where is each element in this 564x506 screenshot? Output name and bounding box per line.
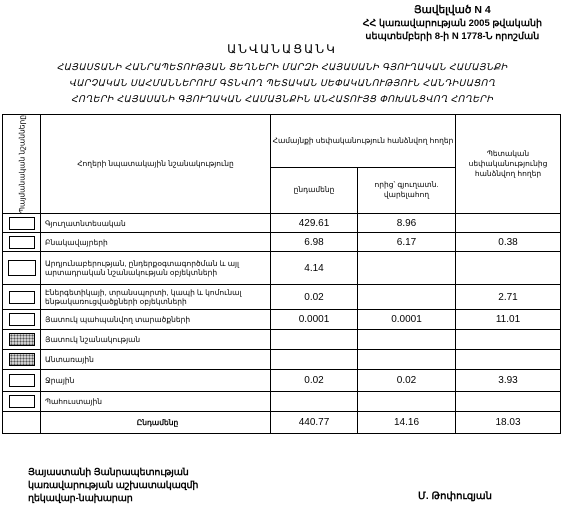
land-table — [2, 114, 561, 434]
including-header: որից՝ գյուղատն. վարելահող — [358, 167, 456, 213]
community-area-header: Համայնքի սեփականություն հանձնվող հողեր — [271, 115, 456, 168]
table-row — [3, 310, 561, 330]
total-value — [271, 392, 358, 412]
legend-swatch — [9, 353, 35, 366]
state-value — [456, 392, 561, 412]
totals-including: 14.16 — [358, 412, 456, 434]
table-row — [3, 285, 561, 310]
subtitle-line: ՀՈՂԵՐԻ ՀԱՅԱՍԱՆԻ ԳՅՈՒՂԱԿԱՆ ՀԱՄԱՅՆՔԻՆ ԱՆՀԱՏՈՒՅՑ ՓՈԽԱՆՑՎՈՂ ՀՈՂԵՐԻ — [70, 94, 494, 104]
total-value: 0.0001 — [271, 310, 358, 330]
state-value — [456, 252, 561, 285]
state-area-header: Պետական սեփականությունից հանձնվող հողեր — [456, 115, 561, 214]
annex-decision: սեպտեմբերի 8-ի N 1778-Ն որոշման — [365, 31, 540, 42]
signatory-name: Մ. Թոփուզյան — [418, 491, 492, 502]
table-row — [3, 370, 561, 392]
land-type-name: Յատուկ նշանակության — [41, 330, 271, 350]
document-subtitle — [4, 59, 560, 107]
annex-header — [363, 4, 542, 43]
state-value — [456, 330, 561, 350]
including-value: 6.17 — [358, 233, 456, 252]
land-type-header: Հողերի նպատակային նշանակությունը — [41, 115, 271, 214]
total-header: ընդամենը — [271, 167, 358, 213]
state-value — [456, 214, 561, 233]
total-value: 0.02 — [271, 285, 358, 310]
totals-label: Ընդամենը — [41, 412, 271, 434]
table-row — [3, 392, 561, 412]
legend-swatch — [9, 374, 35, 387]
document-title: ԱՆՎԱՆԱՑԱՆԿ — [227, 42, 337, 56]
totals-row — [3, 412, 561, 434]
table-row — [3, 330, 561, 350]
legend-swatch — [9, 333, 35, 346]
including-value — [358, 350, 456, 370]
state-value: 0.38 — [456, 233, 561, 252]
land-type-name: Գյուղատնտեսական — [41, 214, 271, 233]
state-value: 11.01 — [456, 310, 561, 330]
land-type-name: Պահուստային — [41, 392, 271, 412]
annex-number: Յավելված N 4 — [414, 4, 491, 16]
land-type-name: Էներգետիկայի, տրանսպորտի, կապի և կոմունալ ենթակառուցվածքների օբյեկտների — [41, 285, 271, 310]
signatory-line: կառավարության աշխատակազմի — [28, 480, 199, 490]
legend-swatch — [9, 313, 35, 326]
annex-government: ՀՀ կառավարության 2005 թվականի — [362, 18, 542, 29]
land-type-name: Յատուկ պահպանվող տարածքների — [41, 310, 271, 330]
including-value — [358, 392, 456, 412]
subtitle-line: ՎԱՐՉԱԿԱՆ ՍԱՀՄԱՆՆԵՐՈՒՄ ԳՏՆՎՈՂ ՊԵՏԱԿԱՆ ՍԵՓԱԿԱՆՈՒԹՅՈՒՆ ՀԱՆԴԻՍԱՑՈՂ — [68, 78, 496, 88]
including-value — [358, 330, 456, 350]
totals-state: 18.03 — [456, 412, 561, 434]
including-value: 0.0001 — [358, 310, 456, 330]
signatory-line: ղեկավար-նախարար — [28, 493, 133, 503]
state-value: 3.93 — [456, 370, 561, 392]
state-value: 2.71 — [456, 285, 561, 310]
table-row — [3, 252, 561, 285]
including-value: 8.96 — [358, 214, 456, 233]
legend-swatch — [9, 291, 35, 304]
table-row — [3, 233, 561, 252]
total-value — [271, 350, 358, 370]
land-type-name: Ջրային — [41, 370, 271, 392]
including-value — [358, 285, 456, 310]
including-value — [358, 252, 456, 285]
signatory-line: Յայաստանի Յանրապետության — [28, 467, 189, 477]
legend-swatch — [8, 260, 36, 276]
total-value: 0.02 — [271, 370, 358, 392]
land-type-name: Արդյունաբերության, ընդերքօգտագործման և այլ արտադրական նշանակության օբյեկտների — [41, 252, 271, 285]
totals-total: 440.77 — [271, 412, 358, 434]
including-value: 0.02 — [358, 370, 456, 392]
total-value: 429.61 — [271, 214, 358, 233]
total-value — [271, 330, 358, 350]
legend-swatch — [9, 395, 35, 408]
signatory-position — [28, 466, 198, 505]
table-row — [3, 214, 561, 233]
subtitle-line: ՀԱՅԱՍՏԱՆԻ ՀԱՆՐԱՊԵՏՈՒԹՅԱՆ ՑԵՂՆԵՐԻ ՄԱՐԶԻ ՀԱՅԱՍԱՆԻ ԳՅՈՒՂԱԿԱՆ ՀԱՄԱՅՆՔԻ — [56, 62, 508, 72]
legend-header: Պայմանական նշանները — [3, 115, 41, 214]
legend-swatch — [9, 236, 35, 249]
land-type-name: Բնակավայրերի — [41, 233, 271, 252]
table-row — [3, 350, 561, 370]
land-type-name: Անտառային — [41, 350, 271, 370]
legend-swatch — [9, 217, 35, 230]
total-value: 4.14 — [271, 252, 358, 285]
total-value: 6.98 — [271, 233, 358, 252]
state-value — [456, 350, 561, 370]
